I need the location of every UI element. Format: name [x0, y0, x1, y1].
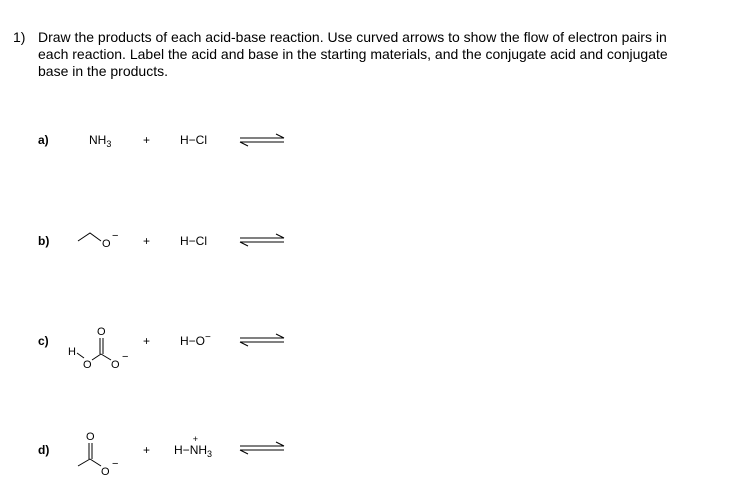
equilibrium-arrow-icon — [238, 333, 286, 347]
reaction-label: c) — [38, 334, 49, 348]
plus-sign: + — [143, 443, 151, 457]
question-line: Draw the products of each acid-base reaction. Use curved arrows to show the flow of electron pairs in — [38, 29, 667, 45]
bicarbonate-structure — [68, 322, 151, 372]
question-number: 1) — [13, 29, 26, 45]
equilibrium-arrow-icon — [238, 441, 286, 455]
reactant-hcl: H−Cl — [180, 133, 208, 147]
ethoxide-structure — [76, 228, 126, 252]
carbonyl-oxygen: O — [97, 326, 106, 338]
reaction-label: b) — [38, 234, 50, 248]
reactant-ammonium: H− + $NH_3$ — [174, 434, 213, 459]
oxygen-atom: O — [102, 238, 111, 250]
hydrogen-atom: H — [68, 346, 76, 358]
reaction-label: d) — [38, 443, 50, 457]
oxygen-atom: O — [83, 359, 92, 371]
oxygen-atom: O — [101, 466, 110, 478]
equilibrium-arrow-icon — [238, 233, 286, 247]
negative-charge: − — [112, 230, 119, 242]
carbonyl-oxygen: O — [86, 431, 95, 443]
equilibrium-arrow-icon — [238, 133, 286, 147]
plus-sign: + — [143, 234, 151, 248]
negative-charge: − — [112, 458, 119, 470]
oxygen-atom: O — [111, 359, 120, 371]
reactant-ammonia: $NH_3$ — [89, 133, 112, 149]
reactant-hcl: H−Cl — [180, 234, 208, 248]
positive-charge: + — [192, 434, 198, 444]
question-line: base in the products. — [38, 63, 168, 79]
plus-sign: + — [143, 133, 151, 147]
negative-charge: − — [122, 351, 129, 363]
plus-sign: + — [143, 334, 151, 348]
acetate-structure — [74, 428, 134, 476]
reaction-label: a) — [38, 133, 49, 147]
question-line: each reaction. Label the acid and base in the starting materials, and the conjugate acid and conjugate — [38, 46, 668, 62]
reactant-hydroxide: H−O− — [180, 332, 211, 348]
question-text — [38, 29, 718, 80]
